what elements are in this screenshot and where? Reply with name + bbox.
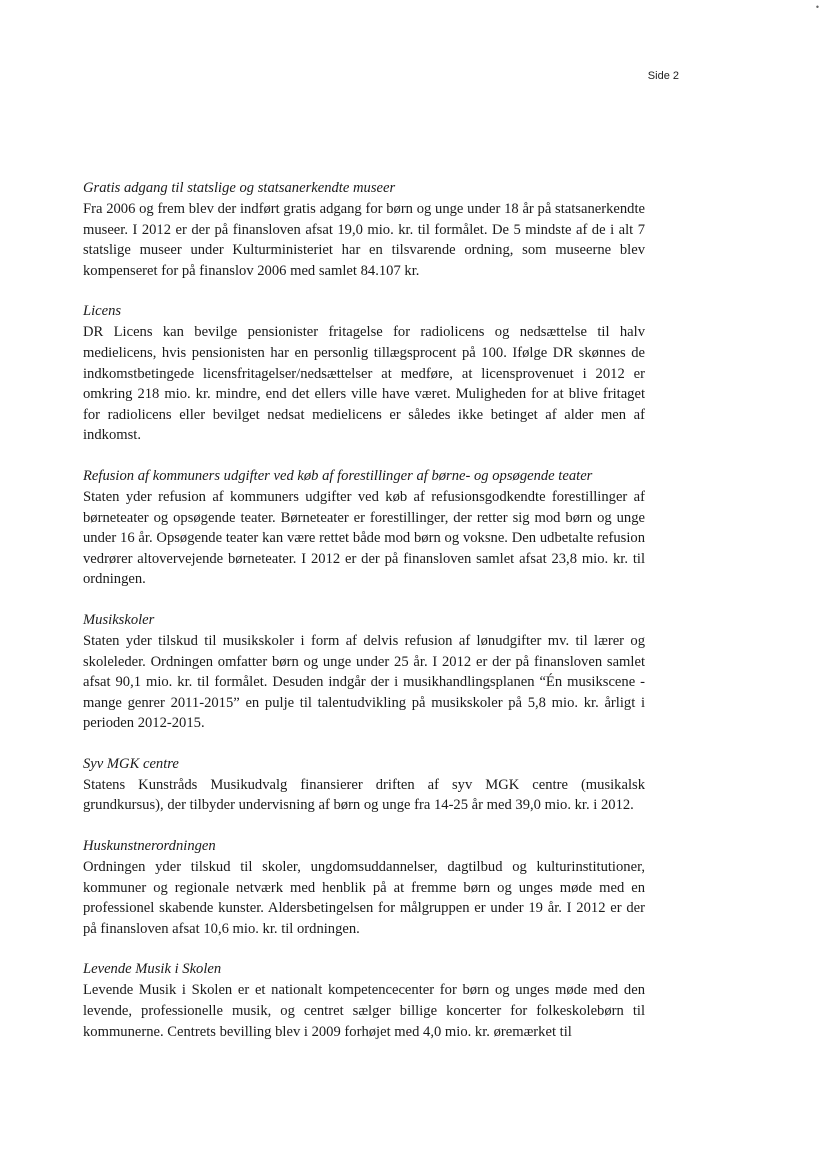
section-heading: Refusion af kommuners udgifter ved køb af forestillinger af børne- og opsøgende teater <box>83 467 593 484</box>
section-heading: Huskunstnerordningen <box>83 838 216 855</box>
section-body: Levende Musik i Skolen er et nationalt kompetencecenter for børn og unges møde med den levende, professionelle musik, og centret sælger billige koncerter for folkeskolebørn til kommunerne. Centrets bevilling blev i 2009 forhøjet med 4,0 mio. kr. øremærket til <box>83 982 645 1040</box>
section-licens <box>83 301 645 446</box>
section-body: Ordningen yder tilskud til skoler, ungdomsuddannelser, dagtilbud og kulturinstitutioner, kommuner og regionale netværk med henblik på at fremme børn og unges møde med en professionel skabende kunster. Aldersbetingelsen for målgruppen er under 19 år. I 2012 er der på finansloven afsat 10,6 mio. kr. til ordningen. <box>83 859 645 937</box>
section-body: Staten yder refusion af kommuners udgifter ved køb af refusionsgodkendte forestillinger af børneteater og opsøgende teater. Børneteater er forestillinger, der retter sig mod børn og unge under 16 år. Opsøgende teater kan være rettet både mod børn og voksne. Den udbetalte refusion vedrører altovervejende børneteater. I 2012 er der på finansloven samlet afsat 23,8 mio. kr. til ordningen. <box>83 488 645 588</box>
section-gratis-adgang <box>83 178 645 281</box>
section-body: Fra 2006 og frem blev der indført gratis adgang for børn og unge under 18 år på statsanerkendte museer. I 2012 er der på finansloven afsat 19,0 mio. kr. til formålet. De 5 mindste af de i alt 7 statslige museer under Kulturministeriet har en tilsvarende ordning, som museerne blev kompenseret for på finanslov 2006 med samlet 84.107 kr. <box>83 201 645 279</box>
section-musikskoler <box>83 610 645 734</box>
corner-mark: • <box>815 2 819 12</box>
section-huskunstner <box>83 836 645 939</box>
section-levende-musik <box>83 959 645 1042</box>
section-mgk-centre <box>83 754 645 816</box>
section-heading: Syv MGK centre <box>83 755 179 772</box>
section-heading: Licens <box>83 303 122 320</box>
section-heading: Levende Musik i Skolen <box>83 961 222 978</box>
section-body: Statens Kunstråds Musikudvalg finansierer driften af syv MGK centre (musikalsk grundkursus), der tilbyder undervisning af børn og unge fra 14-25 år med 39,0 mio. kr. i 2012. <box>83 776 645 814</box>
page-number: Side 2 <box>647 70 679 82</box>
section-heading: Musikskoler <box>83 611 155 628</box>
document-body <box>83 178 645 1062</box>
section-body: Staten yder tilskud til musikskoler i form af delvis refusion af lønudgifter mv. til lærer og skoleleder. Ordningen omfatter børn og unge under 25 år. I 2012 er der på finansloven samlet afsat 90,1 mio. kr. til formålet. Desuden indgår der i musikhandlingsplanen “Én musikscene - mange genrer 2011-2015” en pulje til talentudvikling på musikskoler på 5,8 mio. kr. årligt i perioden 2012-2015. <box>83 632 645 732</box>
section-heading: Gratis adgang til statslige og statsanerkendte museer <box>83 180 396 196</box>
section-refusion-teater <box>83 466 645 590</box>
section-body: DR Licens kan bevilge pensionister fritagelse for radiolicens og nedsættelse til halv medielicens, hvis pensionisten har en personlig tillægsprocent på 100. Ifølge DR skønnes de indkomstbetingede licensfritagelser/nedsættelser at medføre, at licensprovenuet i 2012 er omkring 218 mio. kr. mindre, end det ellers ville have været. Muligheden for at blive fritaget for radiolicens eller bevilget nedsat medielicens er således ikke betinget af alder men af indkomst. <box>83 324 645 444</box>
